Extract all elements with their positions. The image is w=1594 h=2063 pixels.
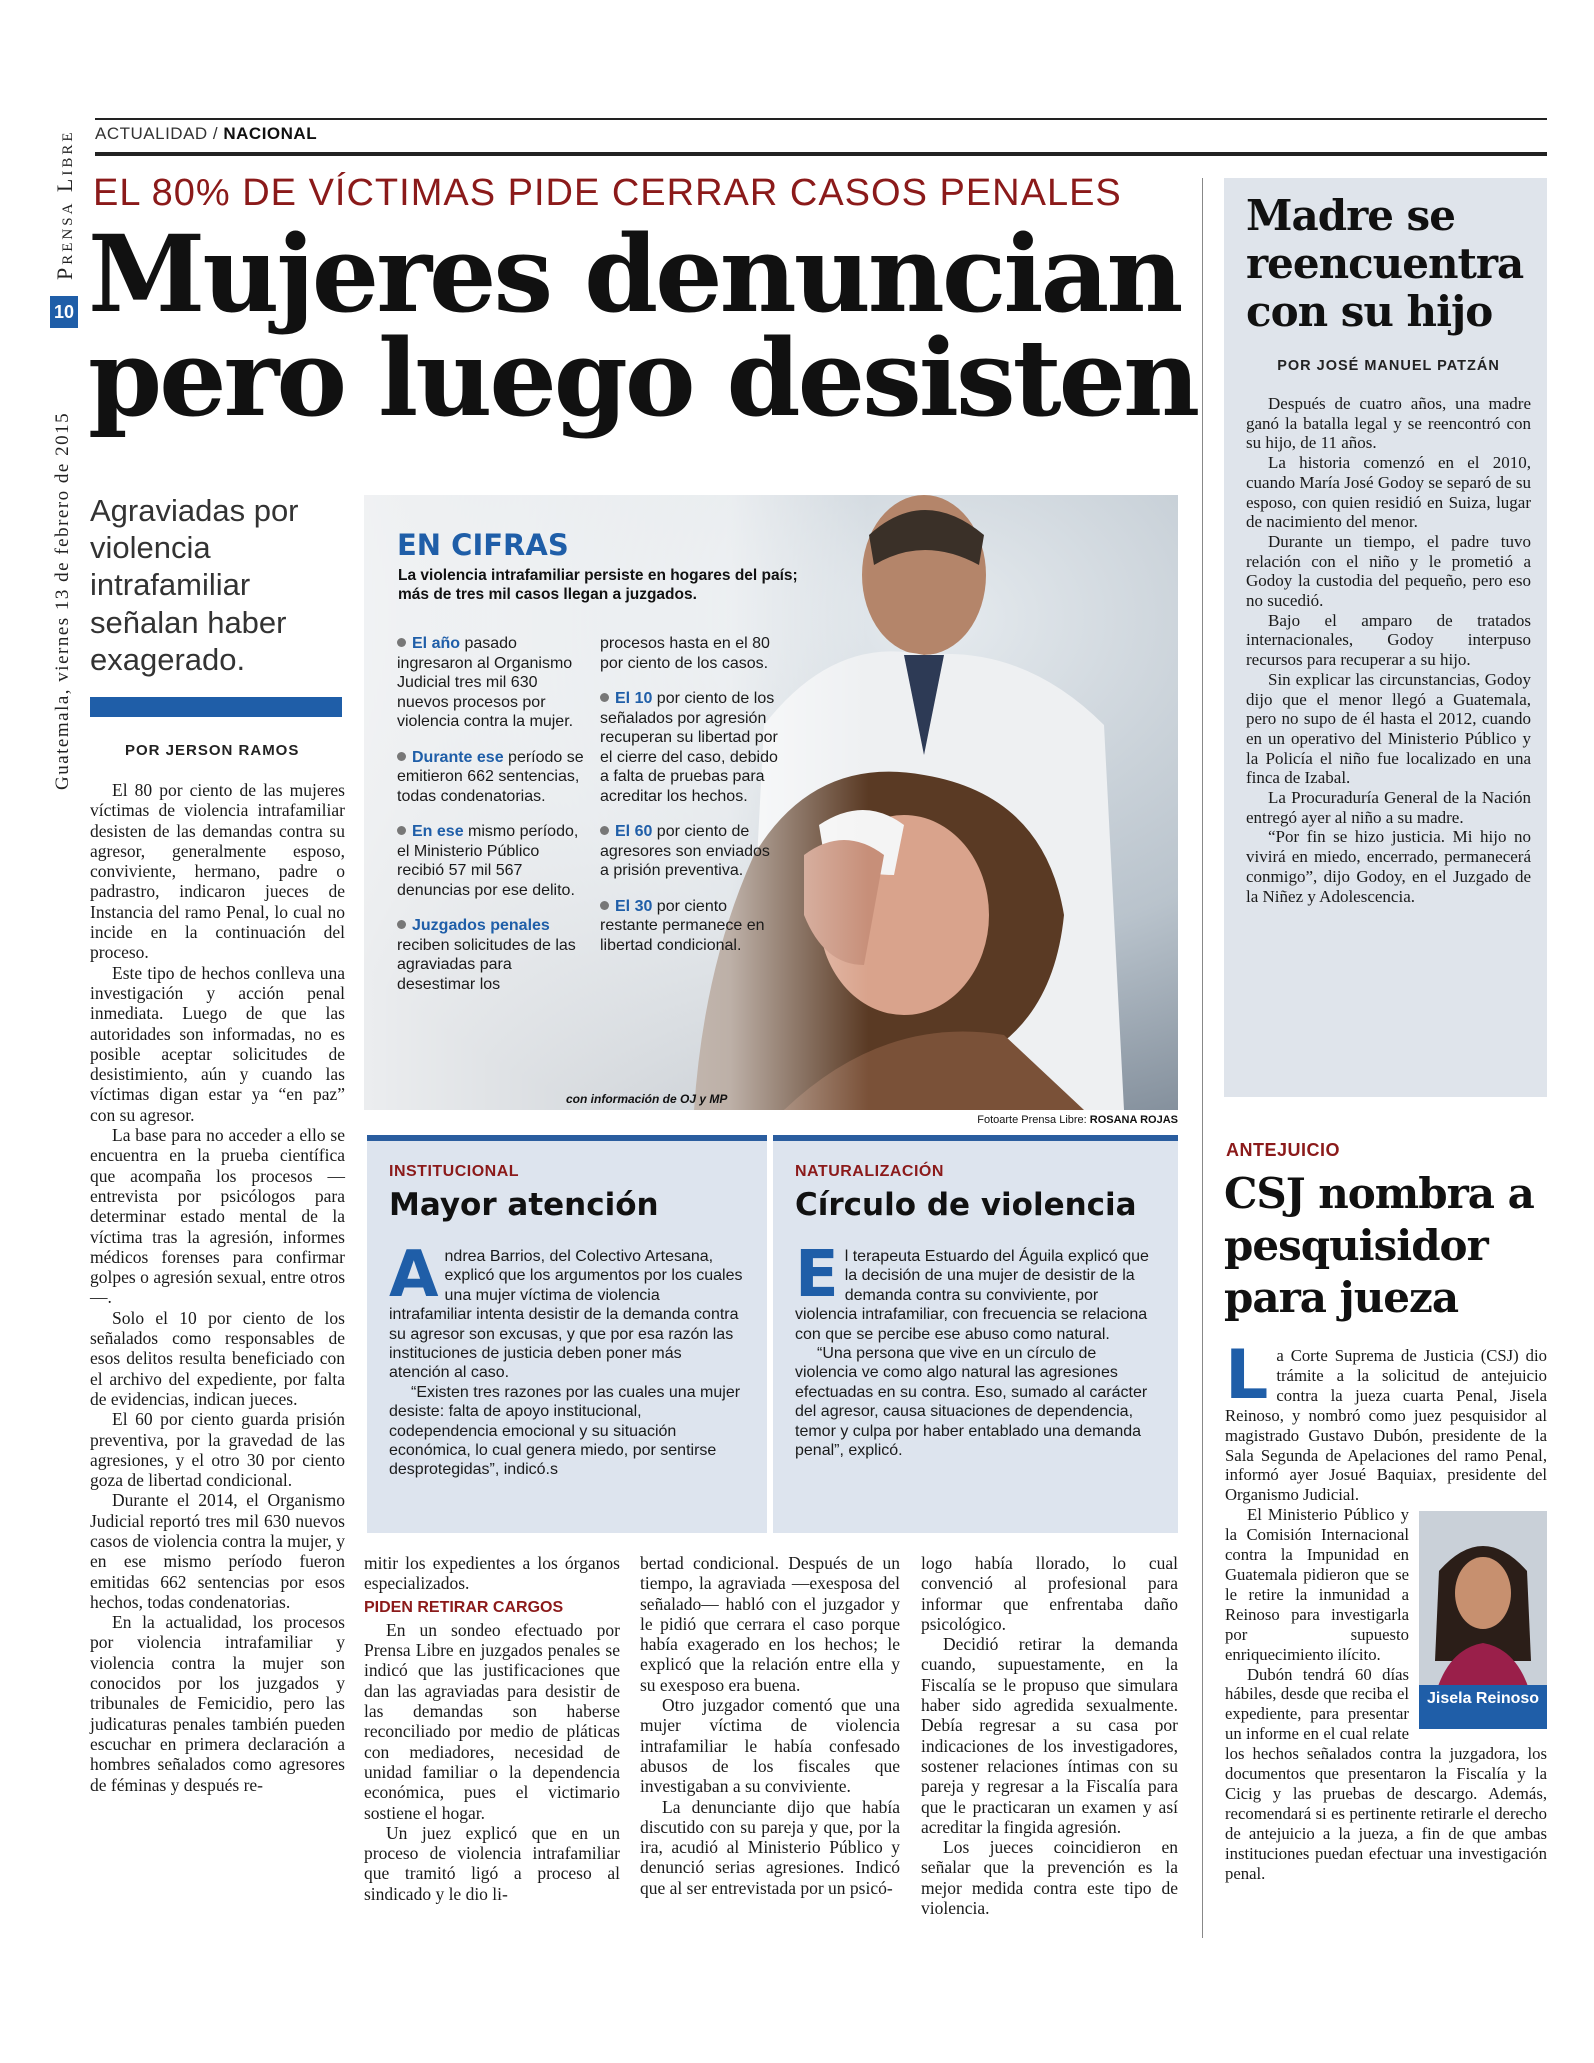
kicker: EL 80% DE VÍCTIMAS PIDE CERRAR CASOS PENALES (93, 172, 1122, 214)
box-naturalizacion (773, 1135, 1178, 1533)
sidebar-title: Madre se reencuentra con su hijo (1246, 191, 1524, 336)
paragraph: mitir los expedientes a los órganos especializados. (364, 1553, 620, 1594)
drop-cap: L (1225, 1336, 1269, 1415)
paragraph: La Corte Suprema de Justicia (CSJ) dio trámite a la solicitud de antejuicio contra la jueza cuarta Penal, Jisela Reinoso, y nombró como juez pesquisidor al magistrado Gustavo Dubón, presidente de la Sala Segunda de Apelaciones del ramo Penal, informó ayer Josué Baquiax, presidente del Organismo Judicial. (1225, 1336, 1547, 1505)
box-text (389, 1238, 745, 1480)
paragraph: La historia comenzó en el 2010, cuando María José Godoy se separó de su esposo, con quien residió en Suiza, lugar de nacimiento del menor. (1246, 453, 1531, 532)
paragraph: Este tipo de hechos conlleva una investigación y acción penal inmediata. Luego de que las autoridades son informadas, no es posible aceptar solicitudes de desistimiento, aún y cuando las víctimas digan estar ya “en paz” con su agresor. (90, 962, 345, 1125)
portrait-photo (1419, 1511, 1547, 1729)
page-number: 10 (50, 296, 78, 328)
paragraph: En un sondeo efectuado por Prensa Libre en juzgados penales se indicó que las justificaciones que dan las agraviadas para desistir de las demandas son haberse reconciliado por medio de pláticas con mediadores, necesidad de unidad familiar o la dependencia económica, pues el victimario sostiene el hogar. (364, 1619, 620, 1823)
cifras-left (397, 634, 587, 1010)
antejuicio-text (1225, 1336, 1547, 1883)
bullet-icon (397, 920, 406, 929)
paragraph: Un juez explicó que en un proceso de violencia intrafamiliar que tramitó ligó a proceso al sindicado y le dio li- (364, 1822, 620, 1904)
column-divider (1202, 178, 1203, 1938)
portrait-caption: Jisela Reinoso (1419, 1685, 1547, 1729)
antejuicio-label: ANTEJUICIO (1226, 1140, 1341, 1160)
paragraph: La denunciante dijo que había discutido con su pareja y que, por la ira, acudió al Ministerio Público y denunció serias agresiones. Indicó que al ser entrevistada por un psicó- (640, 1796, 900, 1898)
byline: POR JERSON RAMOS (125, 742, 300, 759)
bullet-icon (600, 826, 609, 835)
cifras-source: con información de OJ y MP (566, 1092, 728, 1106)
subhead: PIDEN RETIRAR CARGOS (364, 1598, 564, 1616)
paragraph: Durante un tiempo, el padre tuvo relación con el niño y le prometió a Godoy la custodia del pequeño, pero eso no sucedió. (1246, 531, 1531, 611)
cifras-item: procesos hasta en el 80 por ciento de los casos. (600, 635, 770, 672)
sidebar-byline: POR JOSÉ MANUEL PATZÁN (1277, 358, 1500, 374)
cifras-right (600, 634, 780, 971)
cifras-item: El 30 por ciento restante permanece en libertad condicional. (600, 897, 765, 954)
drop-cap: E (795, 1238, 839, 1312)
box-label: NATURALIZACIÓN (795, 1163, 944, 1180)
article-col-4 (921, 1553, 1178, 1918)
paragraph: Los jueces coincidieron en señalar que la prevención es la mejor medida contra este tipo de violencia. (921, 1837, 1178, 1919)
paragraph: Andrea Barrios, del Colectivo Artesana, explicó que los argumentos por los cuales una mujer víctima de violencia intrafamiliar intenta desistir de la demanda contra su agresor son excusas, y que por esa razón las instituciones de justicia deben poner más atención al caso. (389, 1238, 743, 1382)
cifras-item: Juzgados penales reciben solicitudes de las agraviadas para desestimar los (397, 917, 576, 993)
vertical-brand: Prensa Libre (52, 129, 77, 280)
bullet-icon (397, 752, 406, 761)
photo-credit: Fotoarte Prensa Libre: ROSANA ROJAS (977, 1114, 1178, 1126)
paragraph: Decidió retirar la demanda cuando, supuestamente, en la Fiscalía se le propuso que simulara haber sido agredida sexualmente. Debía regresar a su casa por indicaciones de los investigadores, sostener relaciones íntimas con su pareja y regresar a la Fiscalía para que le practicaran un examen y así acreditar la fingida agresión. (921, 1634, 1178, 1837)
paragraph: bertad condicional. Después de un tiempo, la agraviada —exesposa del señalado— habló con el juzgador y le pidió que cerrara el caso porque había exagerado en los hechos; le explicó que la relación entre ella y su exesposo era buena. (640, 1553, 900, 1695)
headline-line-2: pero luego desisten (88, 314, 1198, 440)
bullet-icon (397, 826, 406, 835)
cifras-item: Durante ese período se emitieron 662 sentencias, todas condenatorias. (397, 748, 584, 805)
box-institucional (367, 1135, 767, 1533)
cifras-item: El 10 por ciento de los señalados por agresión recuperan su libertad por el cierre del caso, debido a falta de pruebas para acreditar los hechos. (600, 690, 778, 805)
paragraph: Otro juzgador comentó que una mujer víctima de violencia intrafamiliar le había confesado abusos de los fiscales que investigaban a su conviviente. (640, 1695, 900, 1797)
article-col-2 (364, 1553, 620, 1904)
article-col-1 (90, 780, 345, 1795)
paragraph: “Una persona que vive en un círculo de violencia ve como algo natural las agresiones efectuadas en su contra. Eso, sumado al carácter del agresor, causa situaciones de dependencia, temor y culpa por haber entablado una demanda penal”, explicó. (795, 1345, 1148, 1460)
paragraph: “Por fin se hizo justicia. Mi hijo no vivirá en miedo, encerrado, permanecerá conmigo”, dijo Godoy, en el Juzgado de la Niñez y Adolescencia. (1246, 827, 1531, 906)
paragraph: En la actualidad, los procesos por violencia intrafamiliar y violencia contra la mujer son conocidos por los juzgados y tribunales de Femicidio, pero las judicaturas penales también pueden escuchar en primera declaración a hombres señalados como agresores de féminas y después re- (90, 1612, 345, 1795)
sidebar-text (1246, 394, 1531, 906)
paragraph: El terapeuta Estuardo del Águila explicó que la decisión de una mujer de desistir de la demanda contra su conviviente, por violencia intrafamiliar, con frecuencia se relaciona con que se percibe ese abuso como natural. (795, 1238, 1149, 1343)
cifras-title: EN CIFRAS (397, 528, 569, 562)
paragraph: Sin explicar las circunstancias, Godoy dijo que el menor llegó a Guatemala, pero no supo de él hasta el 2012, cuando en un operativo del Ministerio Público y la Policía el niño fue localizado en una finca de Izabal. (1246, 669, 1531, 788)
cifras-item: El año pasado ingresaron al Organismo Judicial tres mil 630 nuevos procesos por violencia contra la mujer. (397, 635, 574, 730)
bullet-icon (397, 638, 406, 647)
headline (88, 211, 1198, 440)
section-label: ACTUALIDAD / NACIONAL (95, 124, 318, 143)
deck-bar (90, 697, 342, 717)
headline-line-1: Mujeres denuncian (88, 211, 1181, 336)
paragraph: Bajo el amparo de tratados internacionales, Godoy interpuso recursos para recuperar a su hijo. (1246, 610, 1531, 670)
paragraph: El 80 por ciento de las mujeres víctimas de violencia intrafamiliar desisten de las demandas contra su agresor, generalmente esposo, conviviente, hermano, padre o padrastro, indicaron jueces de Instancia del ramo Penal, lo cual no incide en la continuación del proceso. (90, 780, 345, 963)
box-text (795, 1238, 1156, 1460)
top-rule (95, 118, 1547, 120)
deck: Agraviadas por violencia intrafamiliar señalan haber exagerado. (90, 493, 299, 677)
box-title: Círculo de violencia (795, 1187, 1137, 1223)
box-label: INSTITUCIONAL (389, 1163, 520, 1180)
paragraph: Dubón tendrá 60 días hábiles, desde que reciba el expediente, para presentar un informe en el cual relate los hechos señalados contra la juzgadora, los documentos que presentaron la Fiscalía y la Cicig y las pruebas de descargo. Además, recomendará si es pertinente retirarle el derecho de antejuicio a la jueza, a fin de que ambas instituciones puedan efectuar una investigación penal. (1225, 1664, 1547, 1883)
section-rule (95, 152, 1547, 156)
paragraph: “Existen tres razones por las cuales una mujer desiste: falta de apoyo institucional, codependencia emocional y su situación económica, lo cual genera miedo, por sentirse desprotegidas”, indicó.s (389, 1383, 741, 1479)
vertical-date: Guatemala, viernes 13 de febrero de 2015 (52, 411, 73, 790)
cifras-subtitle: La violencia intrafamiliar persiste en hogares del país; más de tres mil casos llegan a juzgados. (398, 567, 798, 603)
paragraph: Después de cuatro años, una madre ganó la batalla legal y se reencontró con su hijo, de 11 años. (1246, 394, 1531, 453)
paragraph: logo había llorado, lo cual convenció al profesional para informar que enfrentaba daño psicológico. (921, 1553, 1178, 1634)
paragraph: El 60 por ciento guarda prisión preventiva, por la gravedad de las agresiones, y el otro 30 por ciento goza de libertad condicional. (90, 1409, 345, 1491)
antejuicio-title: CSJ nombra a pesquisidor para jueza (1224, 1169, 1534, 1322)
sidebar-story (1224, 178, 1547, 1097)
cifras-item: En ese mismo período, el Ministerio Público recibió 57 mil 567 denuncias por ese delito. (397, 823, 579, 899)
drop-cap: A (389, 1238, 439, 1312)
box-title: Mayor atención (389, 1187, 659, 1223)
article-col-3 (640, 1553, 900, 1898)
bullet-icon (600, 901, 609, 910)
paragraph: Solo el 10 por ciento de los señalados como responsables de esos delitos resulta beneficiado con el archivo del expediente, por falta de evidencias, indican jueces. (90, 1307, 345, 1409)
cifras-item: El 60 por ciento de agresores son enviados a prisión preventiva. (600, 823, 770, 879)
paragraph: El Ministerio Público y la Comisión Internacional contra la Impunidad en Guatemala pidieron que se le retire la inmunidad a Reinoso para investigarla por supuesto enriquecimiento ilícito. (1225, 1505, 1409, 1664)
bullet-icon (600, 693, 609, 702)
paragraph: Durante el 2014, el Organismo Judicial reportó tres mil 630 nuevos casos de violencia contra la mujer, y en ese mismo período fueron emitidas 662 sentencias por esos hechos, todas condenatorias. (90, 1490, 345, 1612)
paragraph: La base para no acceder a ello se encuentra en la prueba científica que acompaña los procesos —entrevista por psicólogos para determinar estado mental de la víctima tras la agresión, informes médicos forenses para confirmar golpes o agresión sexual, entre otros—. (90, 1125, 345, 1308)
paragraph: La Procuraduría General de la Nación entregó ayer al niño a su madre. (1246, 788, 1531, 827)
